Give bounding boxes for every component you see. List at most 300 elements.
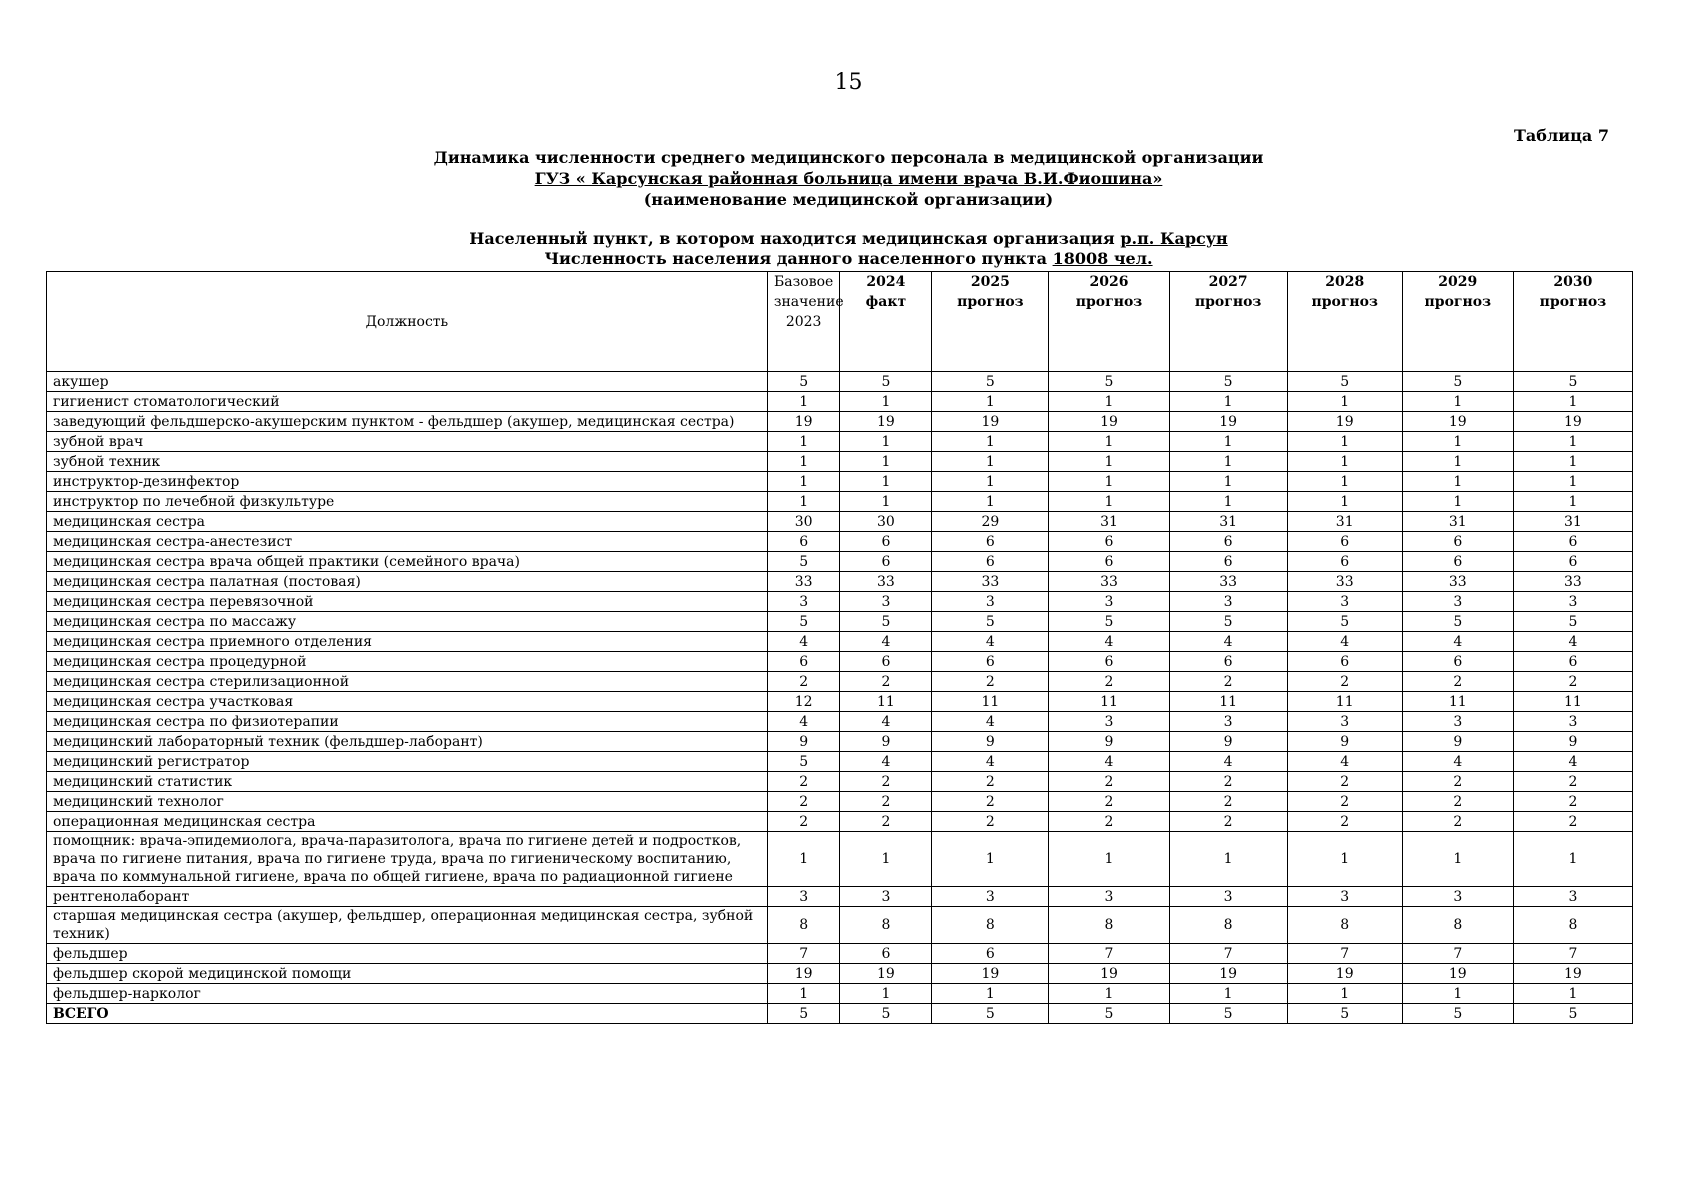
value-cell: 4 — [1402, 752, 1513, 772]
header-year-number: 2028 — [1325, 274, 1365, 290]
value-cell: 1 — [1402, 452, 1513, 472]
value-cell: 1 — [840, 832, 932, 887]
value-cell: 9 — [1169, 732, 1287, 752]
value-cell: 5 — [1049, 372, 1169, 392]
value-cell: 2 — [767, 772, 840, 792]
value-cell: 4 — [840, 632, 932, 652]
value-cell: 1 — [1049, 432, 1169, 452]
value-cell: 19 — [932, 412, 1049, 432]
value-cell: 3 — [1402, 887, 1513, 907]
value-cell: 7 — [1513, 944, 1632, 964]
table-row — [47, 472, 1633, 492]
value-cell: 19 — [840, 412, 932, 432]
value-cell: 9 — [1513, 732, 1632, 752]
total-row — [47, 1004, 1633, 1024]
value-cell: 2 — [1169, 672, 1287, 692]
value-cell: 30 — [840, 512, 932, 532]
table-row — [47, 392, 1633, 412]
table-row — [47, 592, 1633, 612]
value-cell: 33 — [932, 572, 1049, 592]
value-cell: 1 — [767, 392, 840, 412]
value-cell: 19 — [1049, 964, 1169, 984]
value-cell: 4 — [1287, 752, 1402, 772]
header-year — [932, 272, 1049, 372]
value-cell: 6 — [1049, 552, 1169, 572]
value-cell: 7 — [1169, 944, 1287, 964]
table-row — [47, 532, 1633, 552]
table-row — [47, 752, 1633, 772]
value-cell: 5 — [1513, 372, 1632, 392]
value-cell: 3 — [1287, 887, 1402, 907]
value-cell: 33 — [767, 572, 840, 592]
position-name: инструктор по лечебной физкультуре — [47, 492, 768, 512]
value-cell: 5 — [840, 372, 932, 392]
value-cell: 31 — [1287, 512, 1402, 532]
value-cell: 31 — [1169, 512, 1287, 532]
value-cell: 3 — [1513, 592, 1632, 612]
value-cell: 5 — [1169, 1004, 1287, 1024]
value-cell: 4 — [1049, 632, 1169, 652]
value-cell: 19 — [1169, 964, 1287, 984]
value-cell: 3 — [1049, 887, 1169, 907]
value-cell: 5 — [932, 612, 1049, 632]
value-cell: 2 — [1287, 792, 1402, 812]
position-name: медицинская сестра стерилизационной — [47, 672, 768, 692]
value-cell: 5 — [1049, 612, 1169, 632]
value-cell: 3 — [932, 887, 1049, 907]
value-cell: 1 — [1169, 432, 1287, 452]
value-cell: 3 — [1402, 592, 1513, 612]
value-cell: 1 — [840, 492, 932, 512]
table-row — [47, 907, 1633, 944]
value-cell: 2 — [1513, 672, 1632, 692]
value-cell: 1 — [1513, 984, 1632, 1004]
header-row — [47, 272, 1633, 372]
value-cell: 5 — [1402, 612, 1513, 632]
value-cell: 6 — [932, 532, 1049, 552]
value-cell: 5 — [767, 552, 840, 572]
value-cell: 6 — [1402, 652, 1513, 672]
position-name: медицинская сестра — [47, 512, 768, 532]
value-cell: 1 — [1287, 472, 1402, 492]
value-cell: 1 — [840, 392, 932, 412]
value-cell: 31 — [1513, 512, 1632, 532]
value-cell: 4 — [1513, 752, 1632, 772]
position-name: медицинский технолог — [47, 792, 768, 812]
value-cell: 5 — [1287, 612, 1402, 632]
value-cell: 8 — [1049, 907, 1169, 944]
header-year — [840, 272, 932, 372]
value-cell: 11 — [1049, 692, 1169, 712]
value-cell: 2 — [767, 672, 840, 692]
value-cell: 3 — [1513, 887, 1632, 907]
table-row — [47, 492, 1633, 512]
position-name: зубной техник — [47, 452, 768, 472]
header-year — [1287, 272, 1402, 372]
value-cell: 3 — [1402, 712, 1513, 732]
header-year-number: 2026 — [1089, 274, 1129, 290]
value-cell: 5 — [767, 1004, 840, 1024]
header-position: Должность — [47, 272, 768, 372]
position-name: старшая медицинская сестра (акушер, фельдшер, операционная медицинская сестра, зубной техник) — [47, 907, 768, 944]
value-cell: 3 — [1049, 592, 1169, 612]
table-label: Таблица 7 — [1514, 126, 1609, 145]
value-cell: 9 — [1049, 732, 1169, 752]
position-name: фельдшер скорой медицинской помощи — [47, 964, 768, 984]
position-name: медицинская сестра-анестезист — [47, 532, 768, 552]
table-row — [47, 572, 1633, 592]
value-cell: 6 — [840, 944, 932, 964]
population-prefix: Численность населения данного населенного пункта — [544, 249, 1047, 268]
value-cell: 7 — [1287, 944, 1402, 964]
value-cell: 6 — [1513, 552, 1632, 572]
value-cell: 33 — [1402, 572, 1513, 592]
value-cell: 1 — [932, 472, 1049, 492]
value-cell: 2 — [1287, 672, 1402, 692]
value-cell: 1 — [932, 832, 1049, 887]
value-cell: 5 — [1513, 1004, 1632, 1024]
value-cell: 8 — [840, 907, 932, 944]
value-cell: 1 — [840, 472, 932, 492]
value-cell: 2 — [1287, 812, 1402, 832]
value-cell: 1 — [1049, 984, 1169, 1004]
value-cell: 6 — [767, 532, 840, 552]
value-cell: 1 — [1513, 432, 1632, 452]
value-cell: 4 — [932, 632, 1049, 652]
value-cell: 4 — [1402, 632, 1513, 652]
value-cell: 2 — [1402, 792, 1513, 812]
value-cell: 7 — [1049, 944, 1169, 964]
position-name: помощник: врача-эпидемиолога, врача-паразитолога, врача по гигиене детей и подростков, врача по гигиене питания, врача по гигиене труда, врача по гигиеническому воспитанию, врача по коммунальной гигиене, врача по общей гигиене, врача по радиационной гигиене — [47, 832, 768, 887]
position-name: зубной врач — [47, 432, 768, 452]
value-cell: 6 — [840, 532, 932, 552]
value-cell: 31 — [1402, 512, 1513, 532]
value-cell: 1 — [767, 452, 840, 472]
value-cell: 8 — [932, 907, 1049, 944]
value-cell: 4 — [767, 712, 840, 732]
value-cell: 33 — [1513, 572, 1632, 592]
value-cell: 2 — [840, 792, 932, 812]
value-cell: 1 — [1049, 392, 1169, 412]
value-cell: 19 — [1402, 412, 1513, 432]
position-name: операционная медицинская сестра — [47, 812, 768, 832]
value-cell: 9 — [932, 732, 1049, 752]
value-cell: 1 — [932, 432, 1049, 452]
value-cell: 4 — [932, 712, 1049, 732]
value-cell: 3 — [1169, 592, 1287, 612]
value-cell: 3 — [932, 592, 1049, 612]
header-year-type: факт — [865, 294, 907, 310]
value-cell: 8 — [1513, 907, 1632, 944]
value-cell: 19 — [1513, 412, 1632, 432]
value-cell: 19 — [932, 964, 1049, 984]
value-cell: 6 — [1169, 552, 1287, 572]
position-name: гигиенист стоматологический — [47, 392, 768, 412]
value-cell: 2 — [932, 772, 1049, 792]
value-cell: 1 — [767, 492, 840, 512]
value-cell: 1 — [1049, 452, 1169, 472]
value-cell: 1 — [1169, 392, 1287, 412]
value-cell: 2 — [1049, 772, 1169, 792]
value-cell: 1 — [1287, 392, 1402, 412]
settlement-prefix: Населенный пункт, в котором находится медицинская организация — [469, 229, 1115, 248]
table-row — [47, 984, 1633, 1004]
value-cell: 2 — [932, 812, 1049, 832]
value-cell: 3 — [767, 887, 840, 907]
position-name: акушер — [47, 372, 768, 392]
value-cell: 19 — [1169, 412, 1287, 432]
header-year-number: 2024 — [866, 274, 906, 290]
value-cell: 8 — [1402, 907, 1513, 944]
value-cell: 11 — [1402, 692, 1513, 712]
value-cell: 2 — [1402, 812, 1513, 832]
value-cell: 11 — [1513, 692, 1632, 712]
value-cell: 2 — [932, 672, 1049, 692]
value-cell: 2 — [1169, 772, 1287, 792]
value-cell: 5 — [1049, 1004, 1169, 1024]
value-cell: 9 — [1402, 732, 1513, 752]
value-cell: 6 — [932, 652, 1049, 672]
value-cell: 1 — [840, 984, 932, 1004]
value-cell: 1 — [1169, 984, 1287, 1004]
value-cell: 6 — [1169, 652, 1287, 672]
value-cell: 2 — [1513, 792, 1632, 812]
value-cell: 6 — [767, 652, 840, 672]
value-cell: 2 — [1169, 792, 1287, 812]
value-cell: 33 — [1287, 572, 1402, 592]
table-row — [47, 672, 1633, 692]
value-cell: 1 — [1513, 492, 1632, 512]
value-cell: 2 — [1287, 772, 1402, 792]
value-cell: 5 — [1287, 1004, 1402, 1024]
header-year-type: прогноз — [1311, 294, 1378, 310]
table-row — [47, 452, 1633, 472]
position-name: медицинская сестра перевязочной — [47, 592, 768, 612]
value-cell: 2 — [840, 812, 932, 832]
value-cell: 6 — [1513, 652, 1632, 672]
value-cell: 19 — [1287, 964, 1402, 984]
value-cell: 4 — [767, 632, 840, 652]
position-name: медицинская сестра по физиотерапии — [47, 712, 768, 732]
value-cell: 19 — [1049, 412, 1169, 432]
value-cell: 3 — [840, 887, 932, 907]
value-cell: 1 — [932, 984, 1049, 1004]
value-cell: 5 — [840, 1004, 932, 1024]
table-row — [47, 612, 1633, 632]
value-cell: 33 — [1049, 572, 1169, 592]
value-cell: 1 — [767, 472, 840, 492]
value-cell: 33 — [1169, 572, 1287, 592]
position-name: фельдшер — [47, 944, 768, 964]
header-year-type: прогноз — [1424, 294, 1492, 310]
value-cell: 5 — [1169, 612, 1287, 632]
value-cell: 2 — [1402, 772, 1513, 792]
position-name: медицинская сестра участковая — [47, 692, 768, 712]
header-year-number: 2029 — [1438, 274, 1478, 290]
position-name: медицинский регистратор — [47, 752, 768, 772]
staff-dynamics-table — [46, 271, 1633, 1024]
header-year-type: прогноз — [957, 294, 1024, 310]
table-row — [47, 944, 1633, 964]
org-caption: (наименование медицинской организации) — [643, 190, 1054, 209]
value-cell: 2 — [1049, 812, 1169, 832]
value-cell: 4 — [1287, 632, 1402, 652]
value-cell: 3 — [1287, 712, 1402, 732]
value-cell: 19 — [767, 412, 840, 432]
header-year — [1169, 272, 1287, 372]
value-cell: 4 — [1513, 632, 1632, 652]
total-label: ВСЕГО — [47, 1004, 768, 1024]
value-cell: 4 — [1169, 752, 1287, 772]
value-cell: 2 — [840, 672, 932, 692]
org-name: ГУЗ « Карсунская районная больница имени врача В.И.Фиошина» — [534, 169, 1163, 188]
value-cell: 30 — [767, 512, 840, 532]
header-year-type: прогноз — [1539, 294, 1607, 310]
value-cell: 3 — [1169, 887, 1287, 907]
value-cell: 1 — [1049, 832, 1169, 887]
value-cell: 1 — [840, 452, 932, 472]
table-row — [47, 812, 1633, 832]
position-name: рентгенолаборант — [47, 887, 768, 907]
settlement-name: р.п. Карсун — [1120, 229, 1228, 248]
table-row — [47, 964, 1633, 984]
value-cell: 11 — [1169, 692, 1287, 712]
position-name: инструктор-дезинфектор — [47, 472, 768, 492]
position-name: медицинский статистик — [47, 772, 768, 792]
table-row — [47, 512, 1633, 532]
value-cell: 3 — [1513, 712, 1632, 732]
value-cell: 1 — [1513, 472, 1632, 492]
value-cell: 5 — [767, 372, 840, 392]
value-cell: 2 — [1513, 772, 1632, 792]
value-cell: 3 — [1049, 712, 1169, 732]
value-cell: 6 — [840, 552, 932, 572]
value-cell: 6 — [932, 944, 1049, 964]
header-year-number: 2030 — [1553, 274, 1593, 290]
title-line: Динамика численности среднего медицинского персонала в медицинской организации — [433, 148, 1264, 167]
value-cell: 19 — [840, 964, 932, 984]
value-cell: 1 — [767, 832, 840, 887]
header-year-number: 2025 — [970, 274, 1010, 290]
value-cell: 1 — [1402, 472, 1513, 492]
table-row — [47, 792, 1633, 812]
value-cell: 8 — [1287, 907, 1402, 944]
value-cell: 1 — [1402, 492, 1513, 512]
value-cell: 1 — [1287, 492, 1402, 512]
value-cell: 6 — [932, 552, 1049, 572]
header-year-type: прогноз — [1194, 294, 1262, 310]
position-name: медицинская сестра по массажу — [47, 612, 768, 632]
value-cell: 7 — [1402, 944, 1513, 964]
value-cell: 1 — [1402, 832, 1513, 887]
value-cell: 5 — [840, 612, 932, 632]
value-cell: 31 — [1049, 512, 1169, 532]
value-cell: 1 — [932, 452, 1049, 472]
value-cell: 8 — [767, 907, 840, 944]
value-cell: 2 — [767, 792, 840, 812]
value-cell: 6 — [1402, 552, 1513, 572]
table-row — [47, 652, 1633, 672]
table-row — [47, 887, 1633, 907]
value-cell: 1 — [1402, 984, 1513, 1004]
value-cell: 3 — [840, 592, 932, 612]
position-name: заведующий фельдшерско-акушерским пунктом - фельдшер (акушер, медицинская сестра) — [47, 412, 768, 432]
table-row — [47, 432, 1633, 452]
table-row — [47, 412, 1633, 432]
value-cell: 11 — [1287, 692, 1402, 712]
header-year-number: 2027 — [1208, 274, 1248, 290]
value-cell: 4 — [840, 712, 932, 732]
position-name: медицинская сестра процедурной — [47, 652, 768, 672]
value-cell: 1 — [1513, 392, 1632, 412]
value-cell: 1 — [840, 432, 932, 452]
value-cell: 19 — [1402, 964, 1513, 984]
value-cell: 12 — [767, 692, 840, 712]
value-cell: 2 — [1169, 812, 1287, 832]
value-cell: 5 — [1402, 1004, 1513, 1024]
header-year — [1049, 272, 1169, 372]
population-value: 18008 чел. — [1052, 249, 1153, 268]
value-cell: 1 — [1169, 832, 1287, 887]
value-cell: 1 — [1049, 492, 1169, 512]
value-cell: 1 — [1513, 452, 1632, 472]
position-name: фельдшер-нарколог — [47, 984, 768, 1004]
value-cell: 2 — [1513, 812, 1632, 832]
table-row — [47, 372, 1633, 392]
org-name-line — [0, 169, 1697, 189]
value-cell: 2 — [840, 772, 932, 792]
settlement-line — [0, 229, 1697, 249]
table-row — [47, 712, 1633, 732]
value-cell: 1 — [1402, 432, 1513, 452]
value-cell: 6 — [1402, 532, 1513, 552]
value-cell: 5 — [1513, 612, 1632, 632]
value-cell: 1 — [1287, 984, 1402, 1004]
value-cell: 6 — [840, 652, 932, 672]
value-cell: 33 — [840, 572, 932, 592]
value-cell: 5 — [1169, 372, 1287, 392]
value-cell: 7 — [767, 944, 840, 964]
value-cell: 5 — [1287, 372, 1402, 392]
value-cell: 5 — [1402, 372, 1513, 392]
value-cell: 6 — [1287, 532, 1402, 552]
value-cell: 2 — [1049, 792, 1169, 812]
value-cell: 4 — [932, 752, 1049, 772]
value-cell: 19 — [1287, 412, 1402, 432]
position-name: медицинский лабораторный техник (фельдшер-лаборант) — [47, 732, 768, 752]
value-cell: 19 — [767, 964, 840, 984]
value-cell: 4 — [1049, 752, 1169, 772]
value-cell: 9 — [767, 732, 840, 752]
value-cell: 5 — [932, 372, 1049, 392]
header-year-type: прогноз — [1075, 294, 1143, 310]
value-cell: 4 — [1169, 632, 1287, 652]
value-cell: 2 — [767, 812, 840, 832]
value-cell: 1 — [767, 984, 840, 1004]
table-row — [47, 732, 1633, 752]
value-cell: 1 — [1287, 432, 1402, 452]
header-year — [1513, 272, 1632, 372]
page-number: 15 — [834, 70, 863, 95]
value-cell: 8 — [1169, 907, 1287, 944]
value-cell: 1 — [1287, 832, 1402, 887]
value-cell: 9 — [1287, 732, 1402, 752]
table-row — [47, 772, 1633, 792]
position-name: медицинская сестра приемного отделения — [47, 632, 768, 652]
value-cell: 5 — [767, 752, 840, 772]
value-cell: 6 — [1169, 532, 1287, 552]
value-cell: 1 — [1169, 492, 1287, 512]
